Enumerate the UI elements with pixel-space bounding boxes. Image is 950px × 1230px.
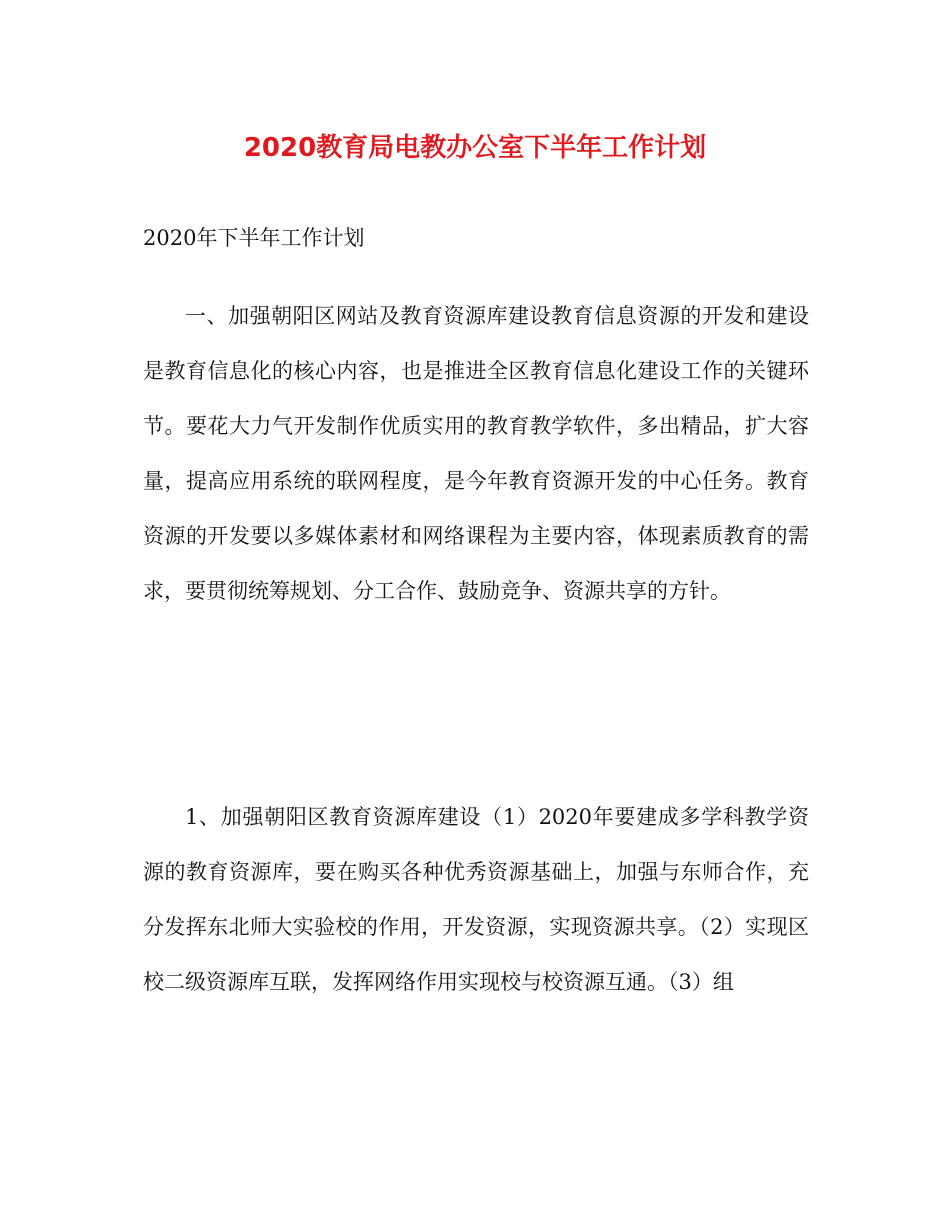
paragraph: 一、加强朝阳区网站及教育资源库建设教育信息资源的开发和建设是教育信息化的核心内容，也是推进全区教育信息化建设工作的关键环节。要花大力气开发制作优质实用的教育教学软件，多出精品，扩大容量，提高应用系统的联网程度，是今年教育资源开发的中心任务。教育资源的开发要以多媒体素材和网络课程为主要内容，体现素质教育的需求，要贯彻统筹规划、分工合作、鼓励竞争、资源共享的方针。 <box>143 304 809 603</box>
paragraph: 1、加强朝阳区教育资源库建设（1）2020年要建成多学科教学资源的教育资源库，要在购买各种优秀资源基础上，加强与东师合作，充分发挥东北师大实验校的作用，开发资源，实现资源共享。（2）实现区校二级资源库互联，发挥网络作用实现校与校资源互通。（3）组 <box>143 805 809 994</box>
document-subtitle: 2020年下半年工作计划 <box>143 226 365 250</box>
document-title: 2020教育局电教办公室下半年工作计划 <box>243 133 707 163</box>
